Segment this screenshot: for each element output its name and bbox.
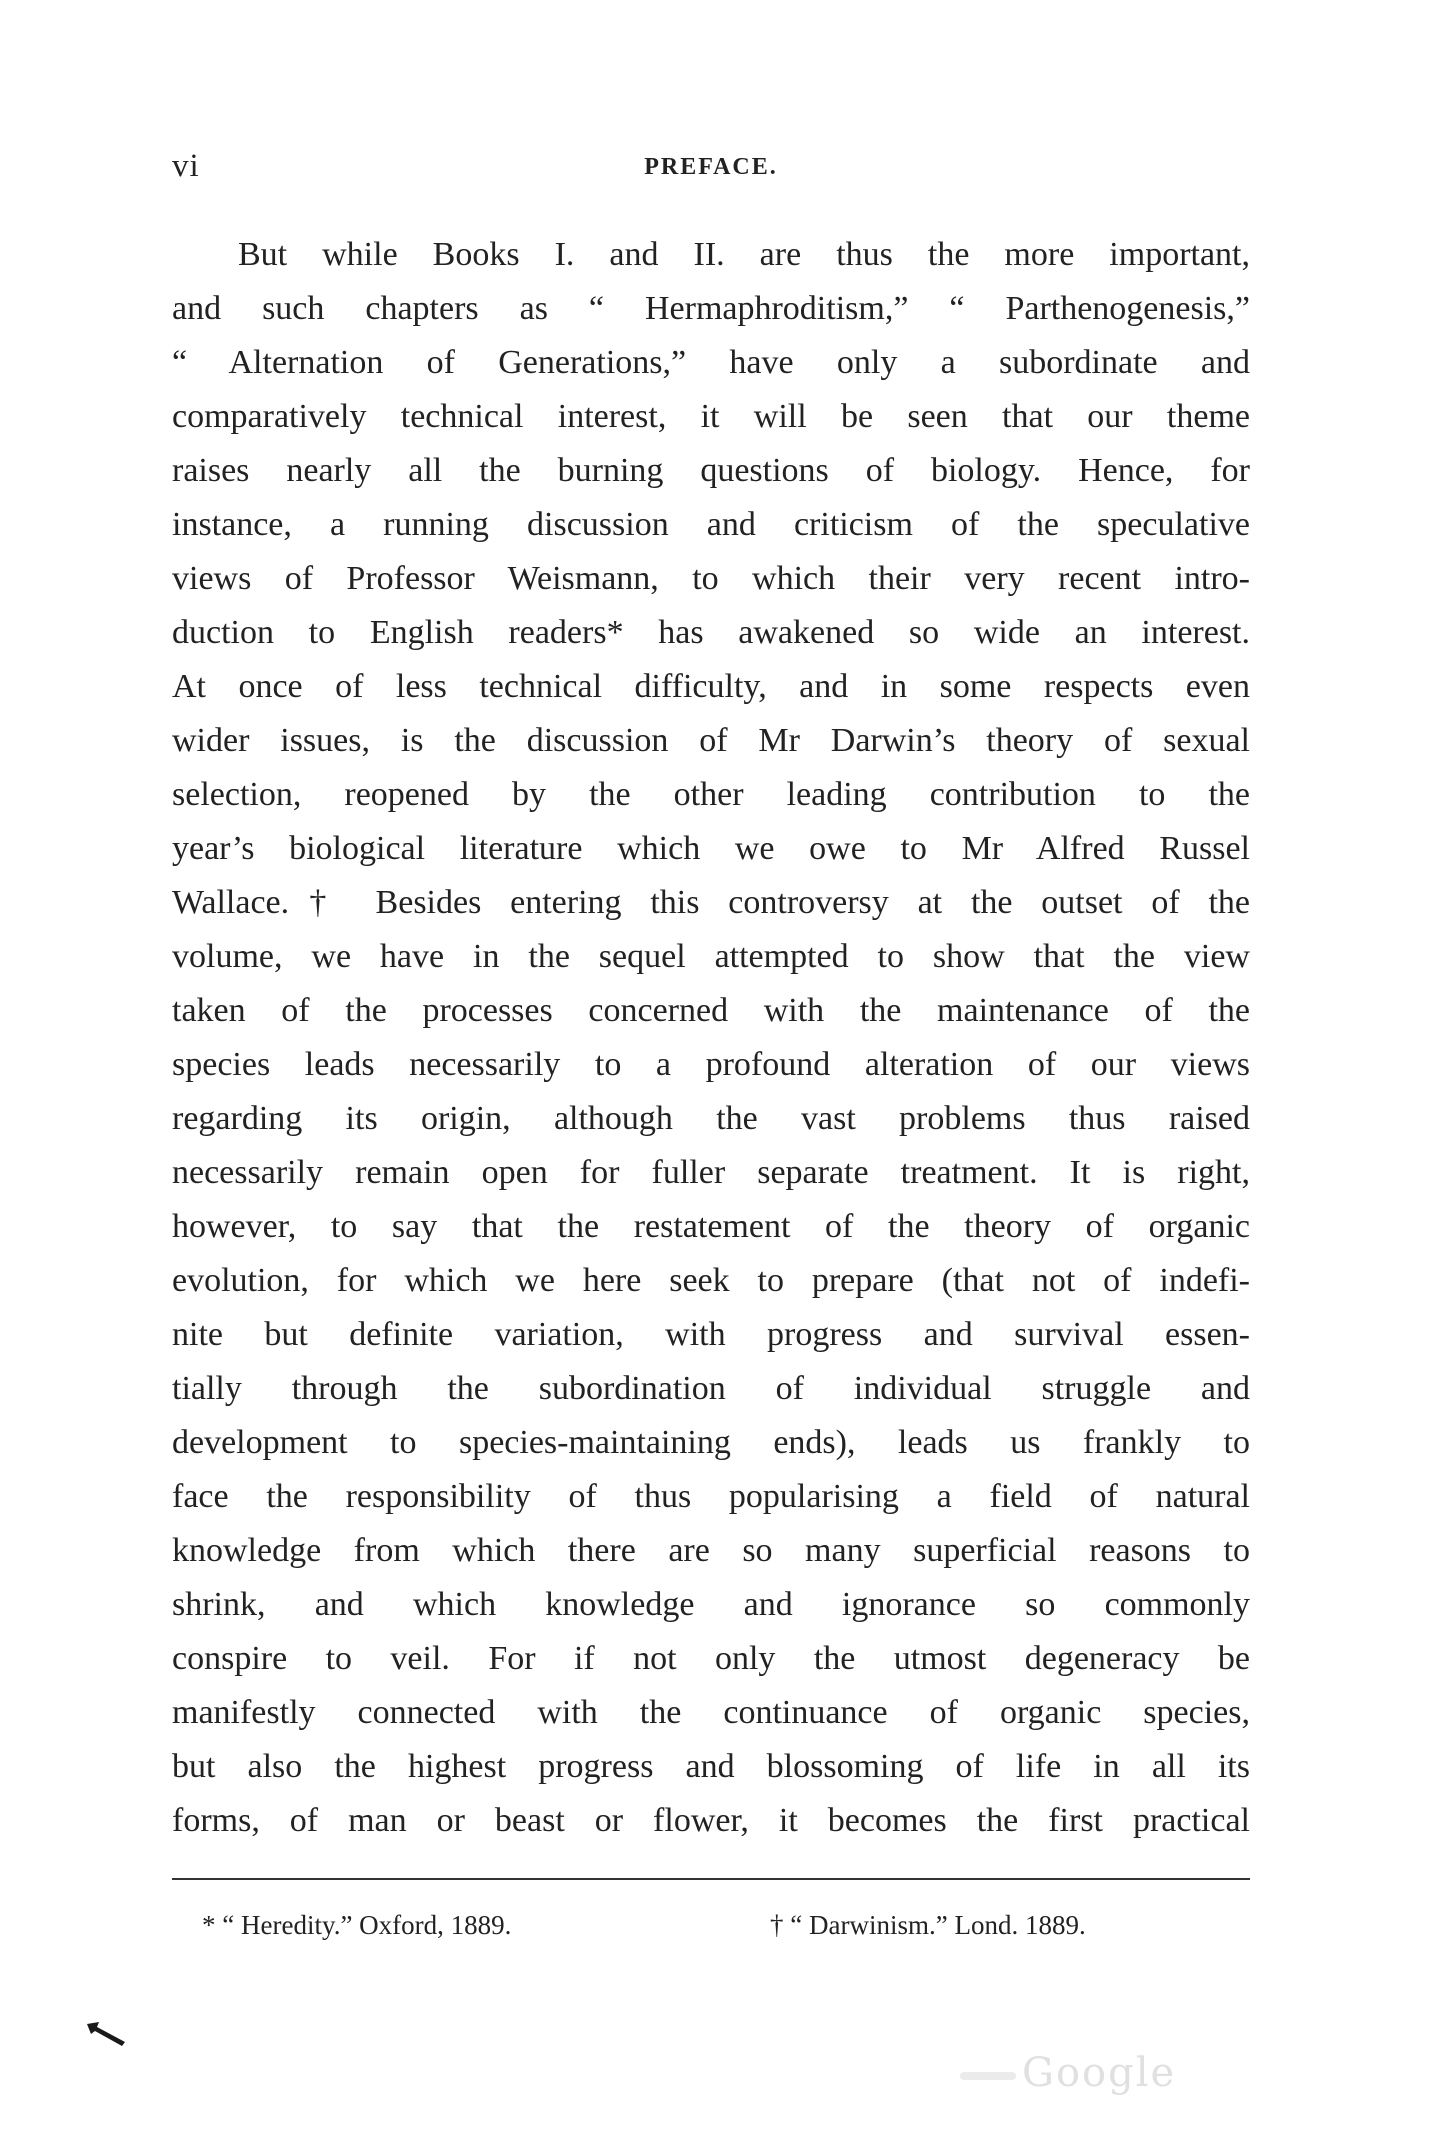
text-line: views of Professor Weismann, to which their very recent intro-: [172, 560, 1250, 597]
page-header: [172, 148, 1250, 188]
text-line: comparatively technical interest, it will be seen that our theme: [172, 398, 1250, 435]
text-line: wider issues, is the discussion of Mr Darwin’s theory of sexual: [172, 722, 1250, 759]
body-paragraph: [172, 228, 1250, 1848]
text-line: instance, a running discussion and criticism of the speculative: [172, 506, 1250, 543]
footnotes: [172, 1910, 1250, 1950]
text-line: taken of the processes concerned with the maintenance of the: [172, 992, 1250, 1029]
text-line: regarding its origin, although the vast problems thus raised: [172, 1100, 1250, 1137]
text-line: knowledge from which there are so many superficial reasons to: [172, 1532, 1250, 1569]
text-line: raises nearly all the burning questions of biology. Hence, for: [172, 452, 1250, 489]
text-line: At once of less technical difficulty, and in some respects even: [172, 668, 1250, 705]
text-line: and such chapters as “ Hermaphroditism,” “ Parthenogenesis,”: [172, 290, 1250, 327]
page-number: vi: [172, 148, 200, 184]
footnote-divider: [172, 1878, 1250, 1880]
text-line: necessarily remain open for fuller separate treatment. It is right,: [172, 1154, 1250, 1191]
digitizer-watermark: [960, 2050, 1260, 2100]
text-line: manifestly connected with the continuance of organic species,: [172, 1694, 1250, 1731]
text-line: development to species-maintaining ends), leads us frankly to: [172, 1424, 1250, 1461]
text-line: evolution, for which we here seek to prepare (that not of indefi-: [172, 1262, 1250, 1299]
footnote-heredity: * “ Heredity.” Oxford, 1889.: [202, 1910, 512, 1940]
text-line: face the responsibility of thus popularising a field of natural: [172, 1478, 1250, 1515]
margin-mark-icon: [85, 2020, 135, 2050]
text-line: but also the highest progress and blossoming of life in all its: [172, 1748, 1250, 1785]
text-line: volume, we have in the sequel attempted to show that the view: [172, 938, 1250, 975]
text-line: selection, reopened by the other leading contribution to the: [172, 776, 1250, 813]
text-line: duction to English readers* has awakened so wide an interest.: [172, 614, 1250, 651]
text-line: But while Books I. and II. are thus the more important,: [238, 236, 1250, 273]
text-line: forms, of man or beast or flower, it becomes the first practical: [172, 1802, 1250, 1839]
text-line: however, to say that the restatement of the theory of organic: [172, 1208, 1250, 1245]
watermark-bar: [960, 2072, 1016, 2080]
text-line: year’s biological literature which we owe to Mr Alfred Russel: [172, 830, 1250, 867]
text-line: tially through the subordination of individual struggle and: [172, 1370, 1250, 1407]
text-line: Wallace.† Besides entering this controversy at the outset of the: [172, 884, 1250, 921]
text-line: conspire to veil. For if not only the utmost degeneracy be: [172, 1640, 1250, 1677]
footnote-darwinism: † “ Darwinism.” Lond. 1889.: [770, 1910, 1086, 1940]
text-line: nite but definite variation, with progress and survival essen-: [172, 1316, 1250, 1353]
watermark-text: Google: [1022, 2050, 1177, 2096]
text-line: “ Alternation of Generations,” have only a subordinate and: [172, 344, 1250, 381]
margin-mark-svg: [85, 2020, 135, 2050]
text-line: shrink, and which knowledge and ignorance so commonly: [172, 1586, 1250, 1623]
text-line: species leads necessarily to a profound alteration of our views: [172, 1046, 1250, 1083]
running-head: PREFACE.: [644, 154, 778, 180]
